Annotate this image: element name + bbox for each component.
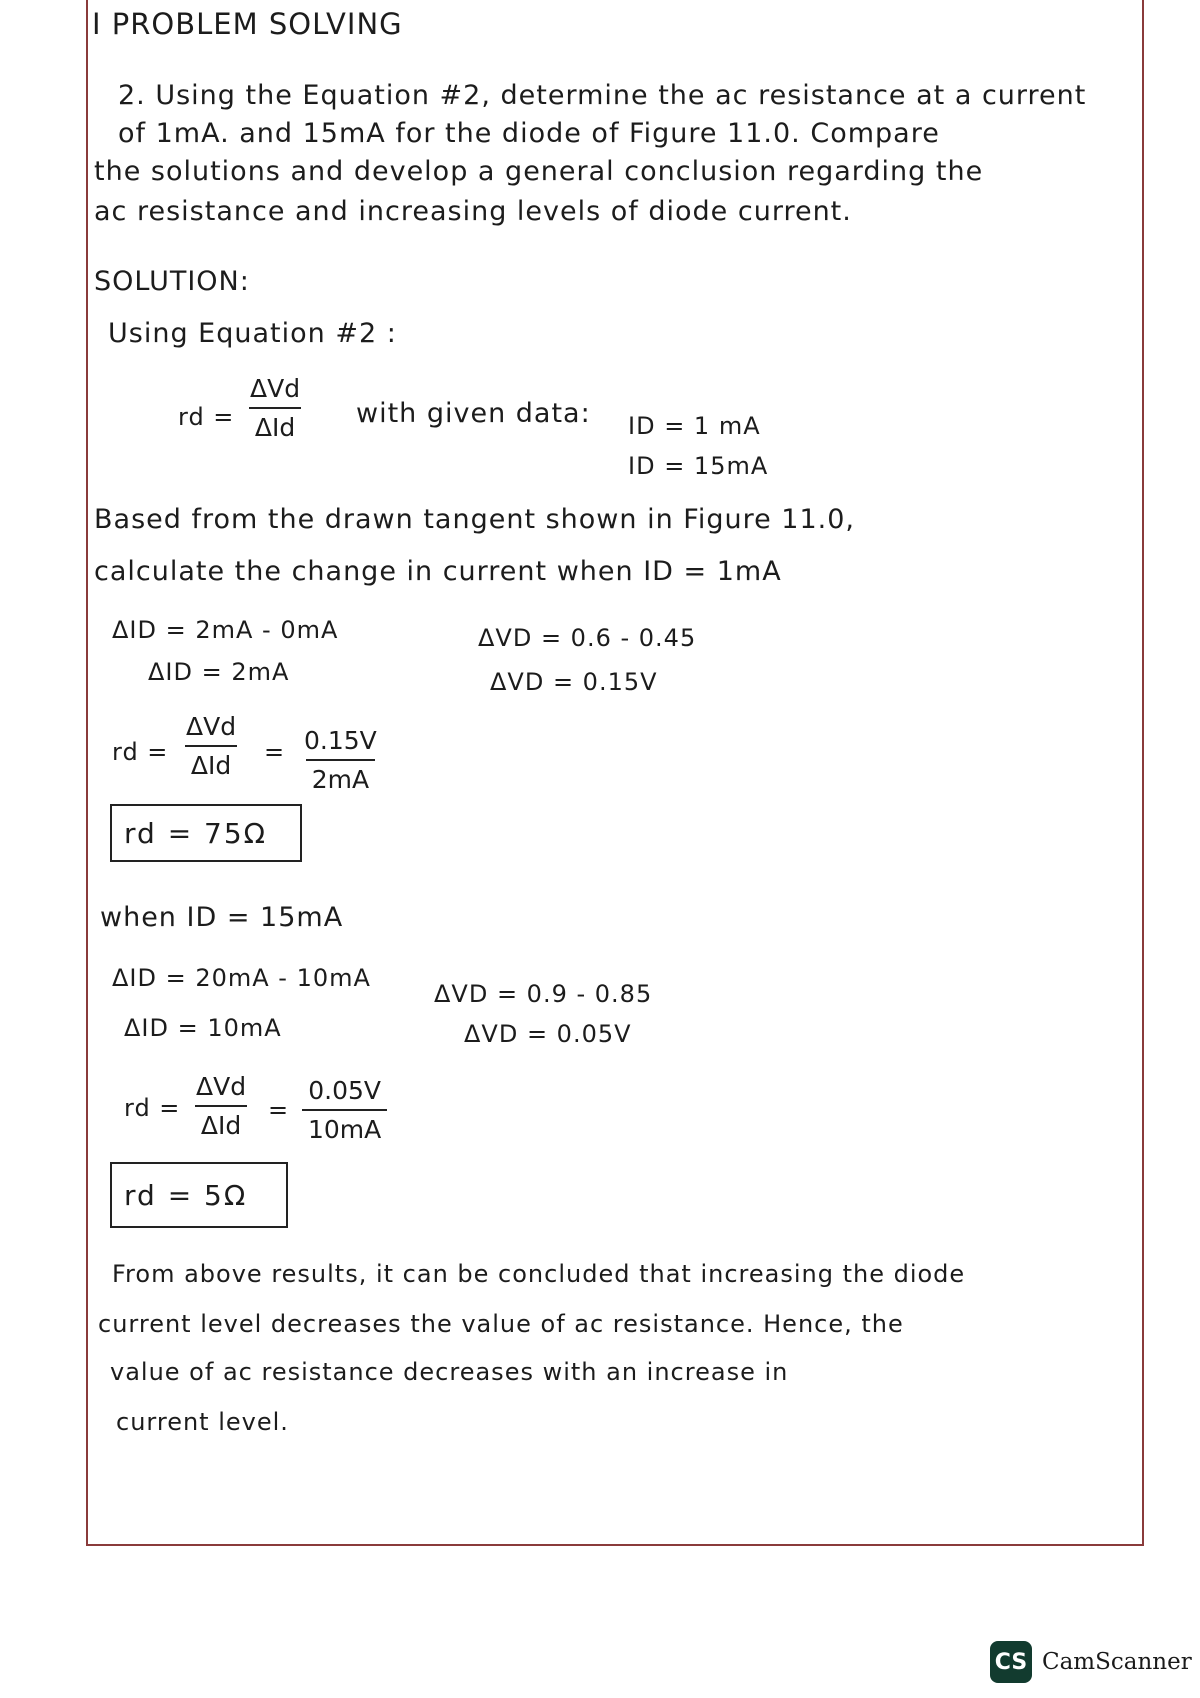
result-box-2: rd = 5Ω [110, 1162, 288, 1228]
solution-label: SOLUTION: [94, 266, 250, 297]
calc-denominator: ΔId [185, 745, 237, 780]
calc-denominator: 10mA [302, 1109, 387, 1144]
problem-line: of 1mA. and 15mA for the diode of Figure 11.0. Compare [118, 118, 940, 149]
camscanner-wordmark: CamScanner [1042, 1649, 1192, 1675]
calc-equals: = [268, 1096, 290, 1124]
problem-line: 2. Using the Equation #2, determine the ac resistance at a current [118, 80, 1087, 111]
conclusion-line: From above results, it can be concluded that increasing the diode [112, 1260, 966, 1288]
calc-lhs: rd = [112, 738, 169, 766]
section-title: I PROBLEM SOLVING [92, 7, 403, 41]
delta-current-step: ΔID = 20mA - 10mA [112, 964, 371, 992]
delta-voltage-result: ΔVD = 0.15V [490, 668, 658, 696]
using-equation-text: Using Equation #2 : [108, 318, 397, 349]
tangent-line: calculate the change in current when ID = 1mA [94, 556, 782, 587]
conclusion-line: value of ac resistance decreases with an increase in [110, 1358, 789, 1386]
calc-numerator: ΔVd [186, 712, 237, 741]
calc-fraction-symbolic [190, 1072, 252, 1140]
calc-fraction-numeric [302, 1076, 387, 1144]
problem-line: the solutions and develop a general conclusion regarding the [94, 156, 984, 187]
result-box-1: rd = 75Ω [110, 804, 302, 862]
calc-fraction-symbolic [180, 712, 242, 780]
given-current-1: ID = 1 mA [628, 412, 761, 440]
delta-current-step: ΔID = 2mA - 0mA [112, 616, 339, 644]
delta-voltage-step: ΔVD = 0.9 - 0.85 [434, 980, 653, 1008]
formula-lhs: rd = [178, 403, 235, 431]
delta-voltage-step: ΔVD = 0.6 - 0.45 [478, 624, 697, 652]
delta-current-result: ΔID = 10mA [124, 1014, 282, 1042]
given-current-2: ID = 15mA [628, 452, 769, 480]
calc-fraction-numeric [298, 726, 383, 794]
case-2-label: when ID = 15mA [100, 902, 344, 933]
formula-denominator: ΔId [249, 407, 301, 442]
delta-current-result: ΔID = 2mA [148, 658, 290, 686]
calc-lhs: rd = [124, 1094, 181, 1122]
given-data-label: with given data: [356, 398, 591, 429]
conclusion-line: current level. [116, 1408, 289, 1436]
formula-fraction [244, 374, 306, 442]
formula-numerator: ΔVd [250, 374, 301, 403]
calc-numerator: 0.05V [308, 1076, 382, 1105]
calc-denominator: ΔId [195, 1105, 247, 1140]
conclusion-line: current level decreases the value of ac resistance. Hence, the [98, 1310, 904, 1338]
delta-voltage-result: ΔVD = 0.05V [464, 1020, 632, 1048]
camscanner-watermark [990, 1641, 1192, 1683]
calc-numerator: ΔVd [196, 1072, 247, 1101]
tangent-line: Based from the drawn tangent shown in Figure 11.0, [94, 504, 856, 535]
calc-equals: = [264, 738, 286, 766]
calc-denominator: 2mA [306, 759, 375, 794]
camscanner-logo-icon: CS [990, 1641, 1032, 1683]
problem-line: ac resistance and increasing levels of diode current. [94, 196, 852, 227]
calc-numerator: 0.15V [304, 726, 377, 755]
